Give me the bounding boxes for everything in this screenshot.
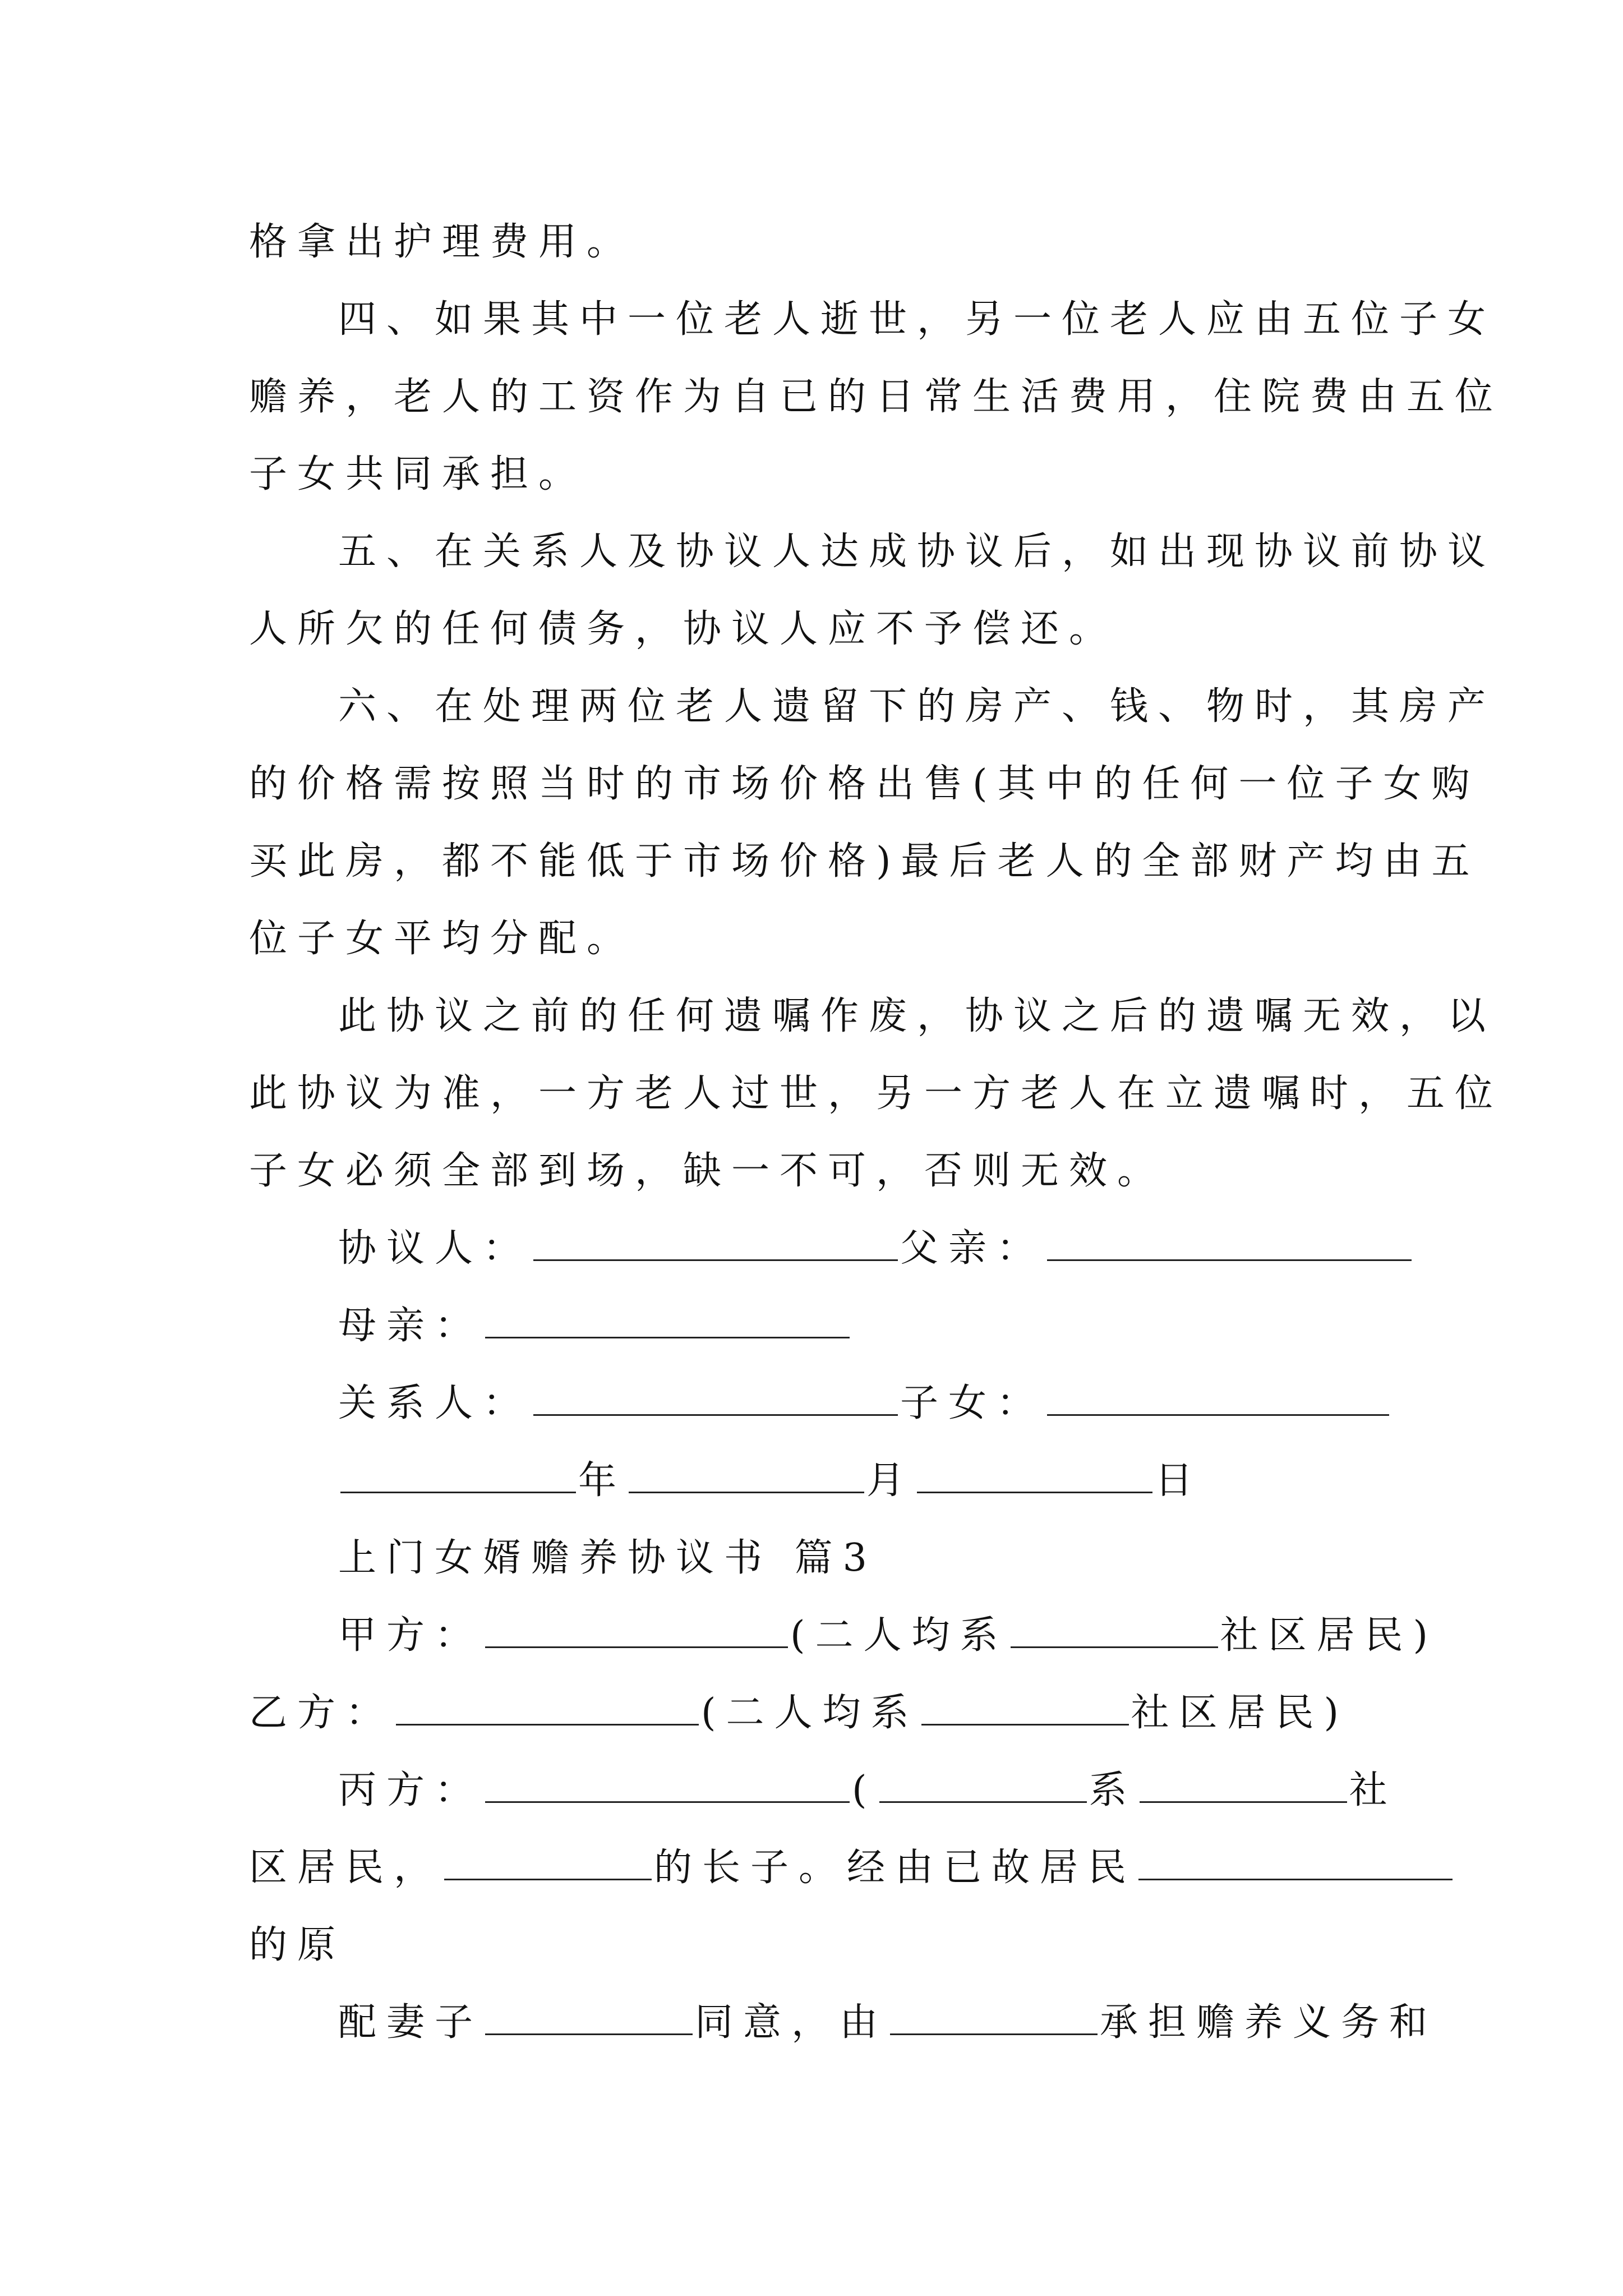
party-c-text: 区居民， <box>249 1846 442 1890</box>
clause-six-line: 买此房，都不能低于市场价格)最后老人的全部财产均由五 <box>249 839 1480 884</box>
spouse-text-3: 承担赡养义务和 <box>1100 2000 1438 2045</box>
clause-six-line: 位子女平均分配。 <box>249 917 635 961</box>
clause-six-line: 六、在处理两位老人遗留下的房产、钱、物时，其房产 <box>338 684 1496 729</box>
party-a-note-end: 社区居民) <box>1220 1613 1438 1658</box>
party-b-label: 乙方： <box>249 1691 394 1735</box>
clause-four-line: 四、如果其中一位老人逝世，另一位老人应由五位子女 <box>338 297 1496 342</box>
party-c-xi: 系 <box>1089 1768 1137 1812</box>
party-c-she: 社 <box>1349 1768 1398 1812</box>
date-row <box>338 1458 1203 1503</box>
party-c-community-blank[interactable] <box>1140 1769 1347 1803</box>
signature-row-relation <box>338 1381 1391 1426</box>
party-c-parent-blank[interactable] <box>879 1769 1087 1803</box>
clause-five-line: 人所欠的任何债务，协议人应不予偿还。 <box>249 607 1118 651</box>
clause-four-line: 子女共同承担。 <box>249 452 587 496</box>
deceased-resident-blank[interactable] <box>1138 1846 1453 1880</box>
spouse-row <box>338 2000 1437 2045</box>
agreer-label: 协议人： <box>338 1226 532 1271</box>
father-blank[interactable] <box>1047 1227 1412 1261</box>
party-b-note: (二人均系 <box>701 1691 919 1735</box>
clause-five-line: 五、在关系人及协议人达成协议后，如出现协议前协议 <box>338 530 1496 574</box>
year-label: 年 <box>578 1458 627 1503</box>
party-b-row <box>249 1691 1349 1736</box>
spouse-text-2: 同意，由 <box>695 2000 888 2045</box>
relation-label: 关系人： <box>338 1381 532 1425</box>
month-blank[interactable] <box>629 1459 864 1493</box>
section-title: 上门女婿赡养协议书 篇3 <box>338 1536 877 1580</box>
month-label: 月 <box>866 1458 915 1503</box>
day-blank[interactable] <box>917 1459 1152 1493</box>
mother-label: 母亲： <box>338 1304 483 1348</box>
signature-row-mother <box>338 1304 852 1349</box>
validity-clause-line: 此协议之前的任何遗嘱作废，协议之后的遗嘱无效，以 <box>338 994 1496 1038</box>
party-b-blank[interactable] <box>396 1691 699 1726</box>
party-c-paren: ( <box>852 1768 877 1812</box>
party-a-blank[interactable] <box>485 1614 788 1648</box>
party-c-text-2: 的长子。经由已故居民 <box>654 1846 1137 1890</box>
party-c-son-of-blank[interactable] <box>444 1846 652 1880</box>
children-label: 子女： <box>900 1381 1045 1425</box>
day-label: 日 <box>1155 1458 1204 1503</box>
party-a-note: (二人均系 <box>790 1613 1008 1658</box>
spouse-blank[interactable] <box>485 2001 693 2035</box>
validity-clause-line: 此协议为准，一方老人过世，另一方老人在立遗嘱时，五位 <box>249 1071 1504 1116</box>
party-c-blank[interactable] <box>485 1769 850 1803</box>
party-c-row <box>338 1768 1398 1813</box>
relation-blank[interactable] <box>533 1382 898 1416</box>
mother-blank[interactable] <box>485 1304 850 1338</box>
signature-row-agreer <box>338 1226 1414 1271</box>
clause-four-line: 赡养，老人的工资作为自已的日常生活费用，住院费由五位 <box>249 375 1504 419</box>
clause-six-line: 的价格需按照当时的市场价格出售(其中的任何一位子女购 <box>249 762 1480 806</box>
party-c-label: 丙方： <box>338 1768 483 1812</box>
party-b-community-blank[interactable] <box>921 1691 1129 1726</box>
paragraph-line: 格拿出护理费用。 <box>249 220 635 264</box>
party-a-row <box>338 1613 1438 1658</box>
party-c-row-2 <box>249 1846 1455 1890</box>
validity-clause-line: 子女必须全部到场，缺一不可，否则无效。 <box>249 1149 1166 1193</box>
party-a-label: 甲方： <box>338 1613 483 1658</box>
year-blank[interactable] <box>340 1459 576 1493</box>
agreer-blank[interactable] <box>533 1227 898 1261</box>
party-a-community-blank[interactable] <box>1011 1614 1218 1648</box>
caretaker-blank[interactable] <box>890 2001 1098 2035</box>
party-b-note-end: 社区居民) <box>1131 1691 1349 1735</box>
spouse-text: 配妻子 <box>338 2000 483 2045</box>
father-label: 父亲： <box>900 1226 1045 1271</box>
children-blank[interactable] <box>1047 1382 1389 1416</box>
party-c-row-3: 的原 <box>249 1923 346 1967</box>
